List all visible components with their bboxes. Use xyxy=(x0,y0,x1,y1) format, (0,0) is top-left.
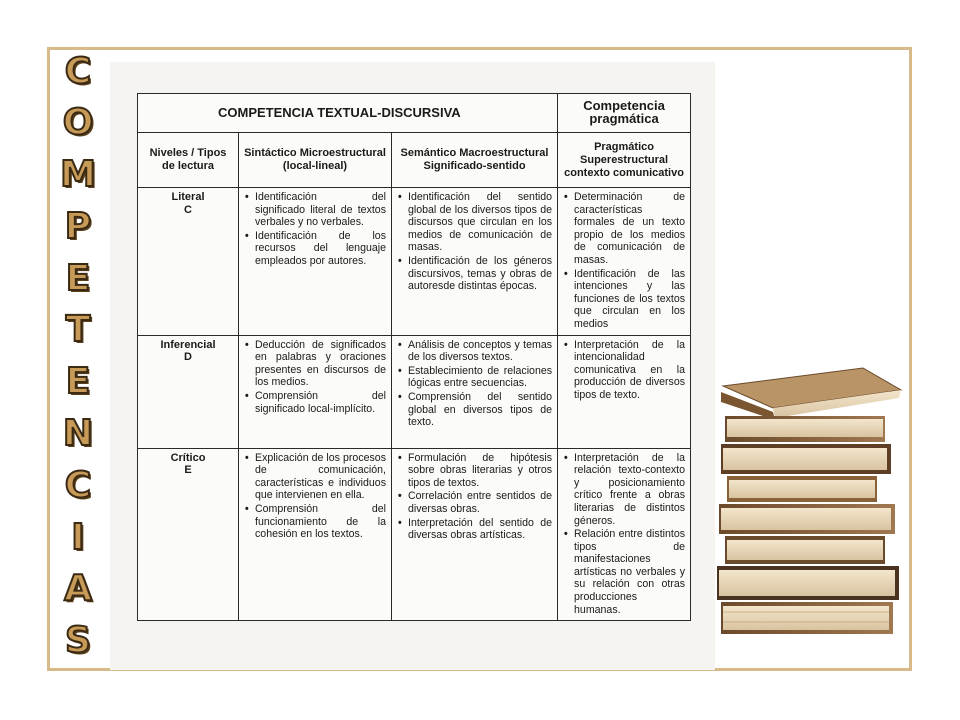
list-item: • Identificación de los recursos del lenguaje empleados por autores. xyxy=(255,230,386,268)
list-item: • Deducción de significados en palabras y oraciones presentes en discursos de los medios. xyxy=(255,339,386,389)
sintactico-cell xyxy=(239,448,392,621)
list-item: • Interpretación de la relación texto-contexto y posicionamiento crítico frente a obras literarias de distintos géneros. xyxy=(574,452,685,528)
level-name: Inferencial xyxy=(160,338,216,351)
title-letter: E xyxy=(65,361,91,402)
level-cell xyxy=(138,335,239,448)
list-item: • Identificación de las intenciones y las funciones de los textos que circulan en los medios xyxy=(574,268,685,331)
list-item: • Identificación del significado literal de textos verbales y no verbales. xyxy=(255,191,386,229)
table-header-row xyxy=(138,94,691,133)
level-name: Crítico xyxy=(170,451,206,464)
column-header-pragmatico: Pragmático Superestructural contexto comunicativo xyxy=(558,133,691,188)
semantico-cell xyxy=(392,188,558,336)
level-code: E xyxy=(184,464,192,477)
title-letter: I xyxy=(71,517,85,558)
pragmatico-cell xyxy=(558,188,691,336)
sintactico-cell xyxy=(239,188,392,336)
table-column-headers xyxy=(138,133,691,188)
table-row xyxy=(138,188,691,336)
semantico-cell xyxy=(392,448,558,621)
pragmatico-cell xyxy=(558,448,691,621)
semantico-cell xyxy=(392,335,558,448)
pragmatico-cell xyxy=(558,335,691,448)
title-letter: M xyxy=(60,154,96,195)
list-item: • Relación entre distintos tipos de manifestaciones artísticas no verbales y su relación con otras producciones humanas. xyxy=(574,528,685,616)
level-cell xyxy=(138,188,239,336)
column-header-sintactico: Sintáctico Microestructural (local-lineal) xyxy=(239,133,392,188)
stacked-books-icon xyxy=(713,356,905,640)
list-item: • Correlación entre sentidos de diversas obras. xyxy=(408,490,552,515)
header-textual-discursiva: COMPETENCIA TEXTUAL-DISCURSIVA xyxy=(138,94,558,133)
vertical-title xyxy=(50,50,106,670)
column-header-niveles: Niveles / Tipos de lectura xyxy=(138,133,239,188)
title-letter: C xyxy=(64,465,92,506)
title-letter: A xyxy=(64,568,92,609)
list-item: • Determinación de características formales de un texto propio de los medios de comunicación de masas. xyxy=(574,191,685,267)
header-competencia-pragmatica: Competencia pragmática xyxy=(558,94,691,133)
level-code: C xyxy=(184,203,192,216)
level-name: Literal xyxy=(171,191,205,203)
list-item: • Análisis de conceptos y temas de los diversos textos. xyxy=(408,339,552,364)
list-item: • Comprensión del significado local-implícito. xyxy=(255,390,386,415)
title-letter: O xyxy=(62,102,94,143)
sintactico-cell xyxy=(239,335,392,448)
level-cell xyxy=(138,448,239,621)
column-header-semantico: Semántico Macroestructural Significado-sentido xyxy=(392,133,558,188)
list-item: • Comprensión del funcionamiento de la cohesión en los textos. xyxy=(255,503,386,541)
competencies-table xyxy=(137,93,691,621)
title-letter: P xyxy=(64,206,92,247)
title-letter: C xyxy=(64,51,92,92)
table-row xyxy=(138,448,691,621)
level-code: D xyxy=(184,351,192,364)
list-item: • Identificación del sentido global de los diversos tipos de discursos que circulan en los medios de comunicación de masas. xyxy=(408,191,552,254)
list-item: • Identificación de los géneros discursivos, temas y obras de autoresde distintas épocas. xyxy=(408,255,552,293)
list-item: • Interpretación del sentido de diversas obras artísticas. xyxy=(408,517,552,542)
list-item: • Formulación de hipótesis sobre obras literarias y otros tipos de textos. xyxy=(408,452,552,490)
list-item: • Explicación de los procesos de comunicación, características e individuos que intervienen en ella. xyxy=(255,452,386,502)
title-letter: E xyxy=(65,258,91,299)
list-item: • Comprensión del sentido global en diversos tipos de texto. xyxy=(408,391,552,429)
title-letter: N xyxy=(62,413,94,454)
title-letter: T xyxy=(65,309,91,350)
title-letter: S xyxy=(65,620,91,661)
table-row xyxy=(138,335,691,448)
list-item: • Establecimiento de relaciones lógicas entre secuencias. xyxy=(408,365,552,390)
list-item: • Interpretación de la intencionalidad comunicativa en la producción de diversos tipos de texto. xyxy=(574,339,685,402)
